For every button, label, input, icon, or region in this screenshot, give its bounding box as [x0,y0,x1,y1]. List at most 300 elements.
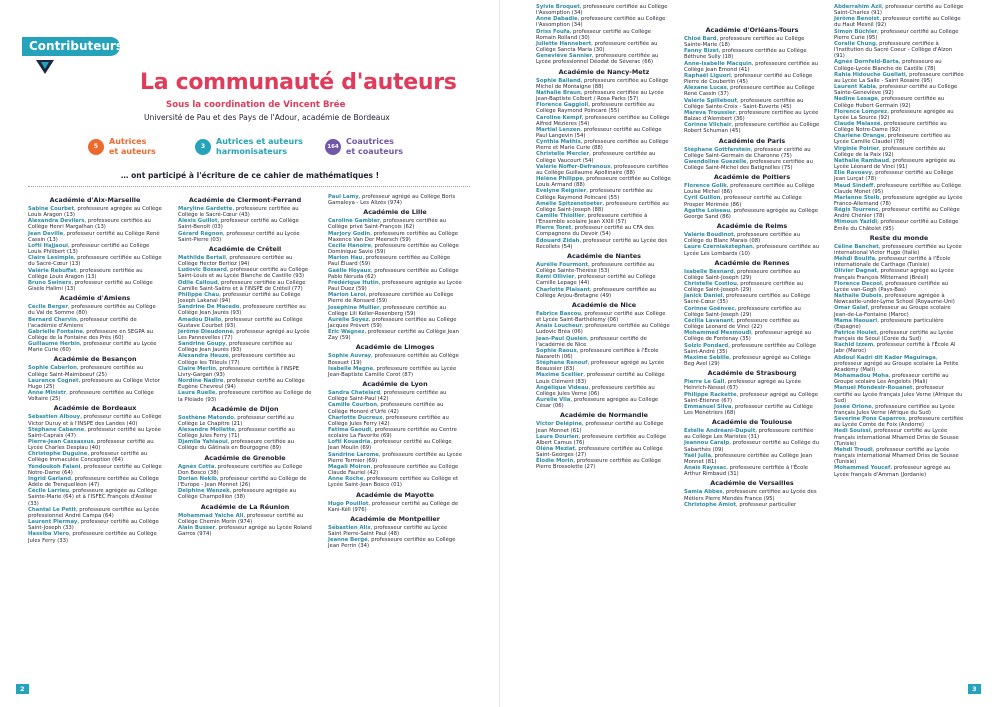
contributor-name: Magali Moiron [328,463,371,470]
contributor-name: Sophie Balland [536,77,581,84]
contributor-name: Élodie Morin [536,458,574,465]
contributor-name: Marjory Godin [328,230,371,237]
page-number-right: 3 [968,684,981,694]
contributor-role: , professeur certifié au Collège Saint-Benoît (03) [178,218,299,231]
contributor-role: , professeur certifié au Collège Paul Langevin (54) [536,126,662,139]
contributor-role: , professeure certifiée au Collège Jean Jaurès (93) [178,304,306,317]
contributor-entry [328,280,462,292]
contributor-entry [28,378,162,390]
affiliation-line: Université de Pau et des Pays de l'Adour, académie de Bordeaux [144,113,390,122]
contributor-entry [328,501,462,513]
contributor-name: Philippe Chau [178,291,220,298]
contributor-entry [536,53,672,65]
contributor-entry [834,305,964,317]
contributor-role: , professeure certifiée au Collège Michel de Montaigne (88) [536,77,669,90]
contributor-role: , professeure certifiée à l'INSPE Livry-Gargan (93) [178,365,300,378]
contributor-entry [178,415,312,427]
stat-authors-label-line2: et auteurs [109,146,156,156]
contributor-name: Maxime Scellier [536,372,584,379]
contributor-name: Aurélie Soyez [328,316,369,323]
contributor-entry [834,170,964,182]
contributor-entry [536,446,672,458]
contributor-role: , professeure certifiée au Collège Saint-André (35) [684,342,816,355]
contributor-name: Omar Galaf [834,305,868,312]
academy-heading: Académie de Poitiers [713,173,791,182]
contributor-name: Jérôme Dieudonné [178,328,233,335]
contributor-entry [328,366,462,378]
contributor-entry [536,238,672,250]
contributor-role: , professeure certifiée à l'École Nazareth (06) [536,347,659,360]
contributor-name: Juliette Hannebert [536,40,592,47]
contributor-name: Cynthia Mathis [536,139,581,146]
contributor-entry [28,427,162,439]
contributor-role: , professeure certifiée au Collège Guillaume Apollinaire (88) [536,163,669,176]
contributor-role: , professeur certifié au Lycée français international Mhamed Driss de Sousse (Tunisie) [834,428,959,447]
contributor-role: , professeure certifiée au Collège Saint-Joseph (29) [684,305,801,318]
contributor-role: , professeur certifié de l'académie d'Amiens [28,316,137,329]
contributor-entry [834,355,964,373]
contributor-role: , professeur particulier [736,501,797,508]
contributor-name: Rahia Hidouche Guellati [834,71,906,78]
academy-heading: Académie de Limoges [355,343,435,352]
stat-authors [88,137,156,156]
contributor-entry [834,293,964,305]
contributor-entry [178,476,312,488]
contributor-entry [28,231,162,243]
contributor-name: Frédérique Hutin [328,279,379,286]
contributor-role: , professeure certifiée au Collège Claude Fauriel (42) [328,463,459,477]
contributor-entry [328,476,462,488]
contributor-role: , professeure certifiée au Centre scolaire La Favorite (69) [328,427,457,440]
contributor-entry [536,360,672,372]
contributor-entry [834,109,964,121]
contributor-role: , professeure certifiée au Lycée Jean-Baptiste Colbert / Rosa Parks (57) [536,89,664,103]
contributor-entry [834,385,964,403]
contributor-name: Evelyne Reignier [536,188,587,195]
contributor-role: , professeure certifiée au Collège Saint-Georges (27) [536,446,663,459]
contributor-role: , professeur certifié à l'École Al Jabr (Maroc) [834,342,956,355]
contributor-entry [28,531,162,543]
contributor-entry [834,244,964,256]
contributor-name: Maud Sindeff [834,182,874,189]
contributor-name: Sabine Courbet [28,206,75,212]
contributor-role: , professeur certifié au Lycée Charles Despiau (40) [28,439,154,452]
contributor-name: Yendoukoh Falani [28,463,81,470]
contributor-role: , professeur certifié au Collège Eugène Chevreul (94) [178,378,305,391]
contributor-entry [834,121,964,133]
contributor-name: Mehdi Boulifa [834,256,876,263]
contributor-entry [536,16,672,28]
contributor-name: Raphaël Liguori [684,72,731,79]
contributor-entry [834,72,964,84]
contributor-entry [684,355,820,367]
contributor-column [684,24,820,508]
contributor-name: Valérie Noffer-Defranoux [536,163,611,170]
contributor-role: , professeur certifié au Collège René Cassin (13) [28,230,160,243]
contributor-entry [536,127,672,139]
contributor-entry [328,329,462,341]
contributor-role: , professeure certifiée au Collège l'Assomption (34) [536,16,666,29]
contributor-name: Anne Roche [328,476,364,483]
contributor-role: , professeur agrégé au Lycée Les Pannevelles (77) [178,328,310,341]
contributor-name: Ingrid Garland [28,475,72,482]
contributor-role: , professeure certifiée au Collège Saint-Joseph (29) [684,281,804,294]
academy-heading: Académie de Reims [716,222,788,231]
contributor-entry [684,208,820,220]
contributor-role: , professeure certifiée au Collège Jean Monnet (81) [684,452,813,465]
stat-harmonizers-label-line2: harmonisateurs [216,146,288,156]
contributor-entry [178,488,312,500]
contributor-role: , professeure certifiée au Lycée international Victor Hugo (Italie) [834,243,962,256]
stat-coauthors-label-line1: Coautrices [346,137,394,146]
contributor-entry [684,318,820,330]
contributor-role: , professeure certifiée au Collège Saint-Joseph (29) [684,268,801,281]
contributor-column [834,4,964,478]
contributor-name: Charlotte Ducreux [328,414,383,421]
stat-authors-label [109,137,156,156]
contributor-name: Cécile Larrieu [28,488,70,495]
contributor-name: Mohammed Mesmoudi [684,330,752,337]
contributor-name: Gwendoline Guezelle [684,158,747,165]
contributor-entry [684,85,820,97]
contributor-entry [834,318,964,330]
contributor-name: Bruno Swiners [28,279,72,286]
contributor-role: , professeur agrégé au Lycée français François Mitterrand (Brésil) [834,268,954,281]
contributor-name: Nadine Lesage [834,96,878,103]
academy-heading: Académie d'Amiens [59,294,131,303]
contributor-role: , professeur certifié au Collège Immaculée Conception (64) [28,451,148,464]
contributor-entry [28,317,162,329]
contributor-entry [684,379,820,391]
contributor-role: , professeur certifié au CFA des Compagnons du Devoir (54) [536,225,654,238]
contributor-name: Anaïs Rayssac [684,465,727,472]
contributor-entry [684,306,820,318]
contributor-role: , professeur certifié au Collège Saint-Germain de Charonne (75) [684,146,811,159]
contributor-name: Hedi Souissi [834,428,871,435]
contributor-entry [536,274,672,286]
contributor-name: Valérie Boudinot [684,232,734,239]
contributor-role: , professeure certifiée au Collège Anjou-Bretagne (49) [536,286,657,299]
contributor-entry [834,16,964,28]
contributor-entry [28,519,162,531]
contributor-name: Camille Thiollier [536,213,585,219]
contributor-entry [834,158,964,170]
contributor-name: Odile Calloud [178,279,218,286]
contributor-entry [536,4,672,16]
contributor-role: , professeure particulière (Espagne) [834,317,944,330]
contributor-name: Claude Malassé [834,120,881,127]
contributor-entry [178,464,312,476]
contributor-entry [834,41,964,59]
contributor-entry [684,122,820,134]
contributor-entry [684,183,820,195]
contributor-role: , professeur certifié au Collège Sainte-Geneviève (92) [834,84,958,97]
contributor-entry [834,330,964,342]
contributor-name: Martial Lenzen [536,126,581,133]
contributor-role: , professeure certifiée au Collège Léonard de Vinci (22) [684,317,800,331]
contributor-name: Yaël Julia [684,452,712,459]
contributor-entry [536,348,672,360]
contributor-name: Anne-Isabelle Macquin [684,60,752,67]
contributor-role: , professeure certifiée au Collège du Gâtinais en Bourgogne (89) [178,439,295,452]
contributor-name: Agnès Dornfeld-Barta [834,59,899,66]
page-number-left: 2 [16,684,29,694]
contributor-role: , professeure agrégée au Lycée Paul Duez (59) [328,279,462,293]
contributor-name: Victor Delépine [536,421,582,428]
contributor-entry [536,397,672,409]
contributor-entry [328,452,462,464]
contributor-name: Corinne Vilchair [684,122,732,129]
contributor-role: , professeure certifiée au Collège Saint-Paul (42) [328,390,447,403]
contributor-name: Anne Dabadie [536,16,578,23]
contributor-name: Abderrahim Azil [834,4,882,10]
academy-heading: Académie de La Réunion [200,502,290,511]
contributor-name: Christophe Amiot [684,501,737,508]
contributor-entry [28,507,162,519]
contributor-entry [328,292,462,304]
contributor-role: , professeure certifiée au Lycée professionnel Déodat de Séverac (66) [536,53,659,66]
contributor-role: , professeure certifiée au Lycée La Salle - Saint Rosaire (95) [834,71,964,84]
contributor-entry [328,353,462,365]
contributor-role: , professeure certifiée au Collège Jean Jaurès (93) [178,341,292,354]
contributor-entry [178,353,312,365]
contributor-name: Abdoul Kadri dit Kader Maguiraga [834,354,936,361]
contributor-role: , professeure certifiée au Collège Louise Michel (86) [684,183,815,196]
contributor-role: , professeur certifié au Collège Saint-Charles (91) [834,4,964,17]
contributor-role: , professeur agrégé au Collège Beg Avel (29) [684,354,811,368]
contributor-name: Rémi Ollivier [536,274,575,281]
contributor-role: , professeur certifié au Collège Jean Lurçat (78) [834,170,954,183]
contributor-name: Mohamadou Moha [834,373,889,380]
section-banner [22,37,123,56]
academy-heading: Académie de Nantes [567,251,641,260]
contributor-name: Sébastien Alix [328,524,371,531]
contributor-role: , professeure certifiée au Collège Pablo Neruda (62) [328,267,459,280]
stat-coauthors [325,137,403,156]
contributor-entry [536,458,672,470]
contributor-name: Séverine Pons Caparros [834,416,906,423]
contributor-role: , professeure certifiée à l'Institution du Sacré Coeur - Collège d'Alzon (91) [834,40,953,60]
contributor-role: , professeure agrégée à Newcastle-under-Lyme School (Royaume-Uni) [834,293,955,306]
contributor-name: Céline Banchet [834,243,879,250]
contributor-entry [834,256,964,268]
stat-harmonizers [195,137,303,156]
contributor-name: Chloé Bard [684,36,717,42]
contributor-role: , professeure certifiée au Collège Bossuet (19) [328,353,459,366]
stat-coauthors-label [346,137,403,156]
contributor-role: , professeure certifiée au Lycée Balzac d'Alembert (36) [684,109,819,123]
academy-heading: Académie de Lille [363,208,427,217]
contributor-name: Delphine Wenzek [178,488,230,495]
contributor-name: Patrice Houlet [834,329,877,336]
contributor-column [178,194,312,537]
academy-heading: Académie de Créteil [208,244,282,253]
contributor-entry [684,159,820,171]
contributor-entry [328,537,462,549]
contributor-role: , professeure certifiée au Lycée français Jules Verne (Afrique du Sud) [834,403,955,416]
decorative-triangle-icon [36,60,54,78]
contributor-role: , professeur certifié au Lycée Saint-Caprais (47) [28,426,161,439]
contributor-entry [684,61,820,73]
contributor-role: , professeure certifiée au Lycée Comte de Foix (Andorre) [834,416,964,429]
contributor-name: Ludovic Bossard [178,267,227,274]
contributor-role: , professeur agrégé au Groupe scolaire La Petite Académy (Mali) [834,354,959,373]
contributor-entry [684,502,820,508]
contributor-role: , professeure certifiée au Collège Raymond Poincaré (55) [536,188,653,201]
contributor-name: Manuel Mondesir-Rouanet [834,385,913,392]
contributor-role: , professeur certifié aux Collège et Lycée Saint-Barthélemy (06) [536,310,666,324]
academy-heading: Académie de Montpellier [350,514,440,523]
contributor-entry [834,373,964,385]
contributor-name: Cécile Berger [28,304,68,311]
right-page [500,0,1000,707]
contributor-role: , professeur certifié au Collège Chemin Morin (974) [178,512,304,525]
contributor-name: Gabrielle Fontaine [28,328,83,335]
contributor-name: Mareva Troussier [684,109,736,116]
contributor-role: , professeure certifiée au Collège Sancta Maria (30) [536,40,658,54]
contributor-role: , professeure certifiée au Collège Ludovic Bréa (06) [536,323,670,336]
contributor-name: Claire Lesimple [28,255,74,262]
contributor-role: , professeure certifiée au Collège Adèle de Trenquelléon (47) [28,475,159,489]
contributor-name: Hassiba Viero [28,531,70,538]
contributor-entry [536,336,672,348]
contributor-role: , professeur certifié au Collège du Sabarthès (09) [684,440,819,453]
contributor-entry [834,416,964,428]
contributor-role: , professeure certifiée au Collège René Cassin (37) [684,85,815,98]
contributor-name: Eric Wagnez [328,329,365,336]
contributor-name: Christelle Costiou [684,281,737,287]
contributor-name: Isabelle Magne [328,365,374,372]
contributor-entry [684,110,820,122]
contributor-role: , professeure certifiée au Collège le Sacré-Cœur (43) [178,206,299,219]
contributor-role: , professeur certifié au Collège de Kani-Kéli (976) [328,500,459,513]
contributor-name: Valérie Spillebout [684,97,738,104]
contributor-role: , professeure certifiée au Collège de la Paix (92) [834,145,946,158]
contributor-role: , professeure certifiée au Collège Jean Emond (41) [684,60,819,73]
contributor-role: , professeure certifiée au Collège Louis Aragon (13) [28,267,143,280]
contributor-role: , professeure certifiée au Collège Louis Armand (88) [536,176,671,189]
contributor-name: Mohammad Yaiche Ali [178,512,244,519]
coordination-line: Sous la coordination de Vincent Brée [166,100,346,110]
contributor-name: Nathalie Dubois [834,293,882,300]
contributor-role: , professeure certifiée au Lycée Pierre Termier (69) [328,451,462,464]
contributor-name: Marion Hau [328,255,363,262]
contributor-entry [328,390,462,402]
contributor-entry [536,213,672,225]
contributor-name: Sosthène Matondo [178,414,234,421]
contributor-entry [28,476,162,488]
contributor-entry [178,231,312,243]
contributor-entry [178,206,312,218]
page-title: La communauté d'auteurs [140,70,457,95]
contributor-name: Simon Büchler [834,28,878,35]
contributor-name: Geneviève Sannier [536,53,593,60]
contributor-role: , professeur certifié au Lycée des Recollets (54) [536,237,668,250]
contributor-role: , professeure certifiée au Collège Jules Verne (06) [536,384,655,397]
contributor-entry [328,317,462,329]
academy-heading: Académie de Strasbourg [707,369,797,378]
contributor-role: , professeure certifiée au Lycée Camille Claudel (78) [834,133,951,146]
contributor-entry [328,218,462,230]
contributor-role: , professeure certifiée au Collège Hector Berlioz (94) [178,254,293,268]
contributor-role: , professeure certifiée au Collège Paul Éluard (59) [328,255,451,268]
contributor-role: , professeure certifiée au Collège Notre-Dame (92) [834,120,947,134]
contributor-role: , professeur certifié au Collège Jean Zay (59) [328,329,459,342]
contributor-entry [684,293,820,305]
contributor-entry [28,218,162,230]
contributor-entry [328,194,462,206]
contributor-entry [536,434,672,446]
contributor-role: , professeure certifiée au Collège et Lycée Saint-Jean Bosco (01) [328,476,459,489]
contributor-role: , professeure certifiée au Collège Maxence Van Der Meersch (59) [328,230,458,243]
contributor-entry [28,243,162,255]
academy-heading: Académie de Lyon [362,380,428,389]
contributor-entry [536,151,672,163]
contributor-role: , professeure agrégée au Lycée La Source (92) [834,108,954,121]
academy-heading: Académie de Nice [571,300,637,309]
contributor-entry [178,292,312,304]
academy-heading: Académie de Paris [718,136,786,145]
contributor-role: , professeure certifiée au Collège Camille Saint-Saëns et à l'INSPE de Créteil (77) [178,279,306,292]
contributor-entry [178,280,312,292]
contributor-role: , professeure certifiée au Collège Claude Monet (95) [834,182,962,195]
contributor-role: , professeur certifié à l'École internationale de Carthage (Tunisie) [834,256,951,269]
contributor-role: , professeure certifiée au Collège Sacré-Cœur (35) [684,293,811,306]
contributor-name: Stéphane Gottfarstein [684,146,751,153]
contributor-entry [536,90,672,102]
contributor-role: , professeure certifiée au Collège du Val de Somme (80) [28,304,156,317]
academy-heading: Académie de Dijon [211,404,279,413]
contributor-role: , professeure au Collège Victor Hugo (25) [28,377,160,390]
contributor-name: Philippe Rackette [684,391,737,398]
contributor-role: , professeur certifié au Collège Saint-Louis et au Lycée Blanche de Castille (93) [178,267,309,280]
contributor-entry [178,366,312,378]
contributor-role: , professeur certifié au Collège Saint-Joseph (33) [28,519,159,532]
contributor-name: Laura Dourlen [536,433,579,440]
contributor-role: , professeur certifié au Lycée français de Séoul (Corée du Sud) [834,329,954,343]
contributor-column [28,194,162,544]
contributor-entry [28,329,162,341]
contributor-name: Paul Lamy [328,194,359,200]
contributor-entry [28,341,162,353]
academy-heading: Académie de Bordeaux [53,404,137,413]
contributor-entry [684,232,820,244]
academy-heading: Académie de Nancy-Metz [558,67,650,76]
contributor-entry [834,84,964,96]
contributor-role: , professeure certifiée au Collège Saint-Maimboeuf (25) [28,365,144,378]
contributor-name: Oléna Meziat [536,446,575,452]
contributor-name: Rachid Izzem [834,342,874,349]
contributor-name: Caroline Gambier [328,218,380,225]
stat-harmonizers-label-line1: Autrices et auteurs [216,137,303,146]
contributor-role: , professeure certifiée au Collège Pierre Brossolette (27) [536,458,662,471]
contributor-entry [684,73,820,85]
contributor-name: Emmanuel Silva [684,403,732,410]
contributor-entry [834,465,964,477]
contributor-name: Sophie Caberlon [28,365,77,372]
contributor-name: Sophie Auvray [328,353,372,360]
contributor-entry [684,465,820,477]
contributor-entry [28,365,162,377]
contributor-entry [178,218,312,230]
intro-line: … ont participé à l'écriture de ce cahier de mathématiques ! [120,171,380,180]
contributor-role: , professeur certifié au Collège Pierre Curie (95) [834,28,959,41]
contributor-role: , professeure agrégée au Lycée Léonard de Vinci (91) [834,157,956,171]
contributor-role: , professeure certifiée au Collège Alfred Mézières (54) [536,114,670,127]
contributor-entry [684,330,820,342]
contributor-entry [328,525,462,537]
contributor-entry [178,304,312,316]
